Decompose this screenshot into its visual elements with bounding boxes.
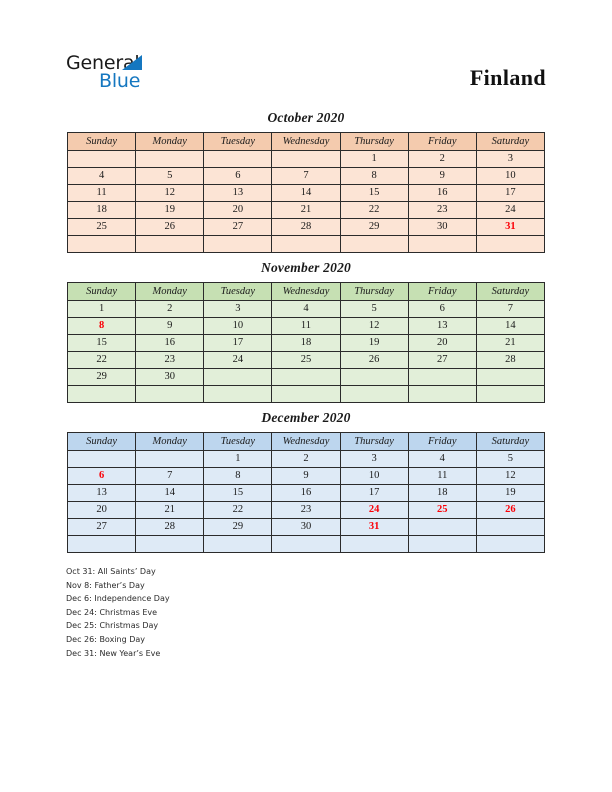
weekday-header-saturday: Saturday <box>476 283 544 301</box>
calendar-day-cell[interactable]: 13 <box>68 485 136 502</box>
calendar-cell-empty <box>340 236 408 253</box>
calendar-day-cell[interactable]: 17 <box>204 335 272 352</box>
calendar-day-cell[interactable]: 12 <box>340 318 408 335</box>
calendar-day-cell[interactable]: 8 <box>68 318 136 335</box>
calendar-day-cell[interactable]: 4 <box>68 168 136 185</box>
calendar-cell-empty <box>68 386 136 403</box>
calendar-day-cell[interactable]: 30 <box>408 219 476 236</box>
calendar-day-cell[interactable]: 24 <box>204 352 272 369</box>
calendar-week-row <box>68 519 545 536</box>
calendar-cell-empty <box>408 236 476 253</box>
calendar-day-cell[interactable]: 16 <box>272 485 340 502</box>
calendar-day-cell[interactable]: 28 <box>136 519 204 536</box>
calendar-week-row <box>68 202 545 219</box>
calendar-day-cell[interactable]: 16 <box>136 335 204 352</box>
calendar-day-cell[interactable]: 23 <box>272 502 340 519</box>
calendar-day-cell[interactable]: 3 <box>476 151 544 168</box>
calendar-week-row <box>68 485 545 502</box>
calendar-day-cell[interactable]: 18 <box>68 202 136 219</box>
calendar-cell-empty <box>204 386 272 403</box>
calendar-cell-empty <box>68 151 136 168</box>
calendar-day-cell[interactable]: 5 <box>136 168 204 185</box>
calendar-day-cell[interactable]: 20 <box>204 202 272 219</box>
calendar-day-cell[interactable]: 22 <box>204 502 272 519</box>
month-block-october <box>67 110 545 253</box>
calendar-day-cell[interactable]: 7 <box>136 468 204 485</box>
calendar-cell-empty <box>68 451 136 468</box>
calendar-day-cell[interactable]: 26 <box>476 502 544 519</box>
calendar-cell-empty <box>408 386 476 403</box>
calendar-day-cell[interactable]: 6 <box>408 301 476 318</box>
calendar-day-cell[interactable]: 21 <box>476 335 544 352</box>
calendar-day-cell[interactable]: 19 <box>476 485 544 502</box>
calendar-day-cell[interactable]: 27 <box>408 352 476 369</box>
calendar-cell-empty <box>340 386 408 403</box>
calendar-day-cell[interactable]: 14 <box>272 185 340 202</box>
month-title: December 2020 <box>261 410 351 425</box>
calendar-body <box>68 451 545 553</box>
calendar-week-row <box>68 369 545 386</box>
calendar-day-cell[interactable]: 29 <box>340 219 408 236</box>
calendar-cell-empty <box>204 236 272 253</box>
calendar-day-cell[interactable]: 28 <box>272 219 340 236</box>
weekday-header-row <box>68 133 545 151</box>
calendar-day-cell[interactable]: 10 <box>340 468 408 485</box>
calendar-cell-empty <box>476 536 544 553</box>
calendar-cell-empty <box>136 536 204 553</box>
page-header <box>0 0 612 105</box>
weekday-header-tuesday: Tuesday <box>204 133 272 151</box>
calendar-day-cell[interactable]: 20 <box>408 335 476 352</box>
calendar-day-cell[interactable]: 24 <box>340 502 408 519</box>
logo-primary-text: General <box>66 52 140 74</box>
calendar-day-cell[interactable]: 22 <box>340 202 408 219</box>
calendar-cell-empty <box>68 536 136 553</box>
calendar-cell-empty <box>476 386 544 403</box>
month-block-november <box>67 260 545 403</box>
calendar-cell-empty <box>476 369 544 386</box>
weekday-header-wednesday: Wednesday <box>272 133 340 151</box>
calendar-day-cell[interactable]: 27 <box>204 219 272 236</box>
logo-secondary-text: Blue <box>99 70 141 92</box>
calendar-week-row <box>68 236 545 253</box>
calendar-week-row <box>68 318 545 335</box>
calendar-day-cell[interactable]: 23 <box>408 202 476 219</box>
weekday-header-thursday: Thursday <box>340 283 408 301</box>
calendar-day-cell[interactable]: 1 <box>68 301 136 318</box>
calendar-day-cell[interactable]: 26 <box>340 352 408 369</box>
weekday-header-friday: Friday <box>408 283 476 301</box>
calendar-day-cell[interactable]: 17 <box>340 485 408 502</box>
calendar-day-cell[interactable]: 3 <box>204 301 272 318</box>
weekday-header-monday: Monday <box>136 133 204 151</box>
calendar-day-cell[interactable]: 18 <box>272 335 340 352</box>
calendar-day-cell[interactable]: 8 <box>340 168 408 185</box>
calendar-day-cell[interactable]: 21 <box>136 502 204 519</box>
weekday-header-row <box>68 283 545 301</box>
calendar-day-cell[interactable]: 28 <box>476 352 544 369</box>
calendar-day-cell[interactable]: 16 <box>408 185 476 202</box>
weekday-header-wednesday: Wednesday <box>272 283 340 301</box>
calendar-day-cell[interactable]: 27 <box>68 519 136 536</box>
calendar-week-row <box>68 451 545 468</box>
calendar-day-cell[interactable]: 19 <box>340 335 408 352</box>
calendar-day-cell[interactable]: 6 <box>68 468 136 485</box>
calendar-day-cell[interactable]: 23 <box>136 352 204 369</box>
calendar-day-cell[interactable]: 13 <box>408 318 476 335</box>
triangle-icon <box>122 55 142 70</box>
calendar-day-cell[interactable]: 13 <box>204 185 272 202</box>
weekday-header-saturday: Saturday <box>476 133 544 151</box>
calendar-day-cell[interactable]: 4 <box>408 451 476 468</box>
calendar-cell-empty <box>476 236 544 253</box>
calendar-cell-empty <box>340 536 408 553</box>
brand-logo <box>66 53 166 97</box>
calendar-body <box>68 301 545 403</box>
calendar-day-cell[interactable]: 31 <box>340 519 408 536</box>
calendar-cell-empty <box>136 236 204 253</box>
calendar-day-cell[interactable]: 14 <box>476 318 544 335</box>
calendar-day-cell[interactable]: 7 <box>476 301 544 318</box>
weekday-header-thursday: Thursday <box>340 133 408 151</box>
weekday-header-sunday: Sunday <box>68 433 136 451</box>
calendar-day-cell[interactable]: 24 <box>476 202 544 219</box>
calendar-day-cell[interactable]: 22 <box>68 352 136 369</box>
calendar-day-cell[interactable]: 12 <box>476 468 544 485</box>
calendar-day-cell[interactable]: 15 <box>204 485 272 502</box>
calendar-day-cell[interactable]: 29 <box>68 369 136 386</box>
calendar-day-cell[interactable]: 5 <box>476 451 544 468</box>
weekday-header-saturday: Saturday <box>476 433 544 451</box>
calendar-day-cell[interactable]: 26 <box>136 219 204 236</box>
month-title: November 2020 <box>261 260 351 275</box>
calendar-day-cell[interactable]: 10 <box>476 168 544 185</box>
calendar-cell-empty <box>272 386 340 403</box>
calendar-day-cell[interactable]: 9 <box>272 468 340 485</box>
calendar-day-cell[interactable]: 3 <box>340 451 408 468</box>
calendar-cell-empty <box>136 151 204 168</box>
calendar-day-cell[interactable]: 10 <box>204 318 272 335</box>
calendar-day-cell[interactable]: 17 <box>476 185 544 202</box>
calendar-week-row <box>68 151 545 168</box>
calendar-day-cell[interactable]: 11 <box>408 468 476 485</box>
calendar-day-cell[interactable]: 25 <box>272 352 340 369</box>
calendar-cell-empty <box>340 369 408 386</box>
calendar-week-row <box>68 502 545 519</box>
calendar-cell-empty <box>272 369 340 386</box>
calendar-cell-empty <box>272 536 340 553</box>
calendar-day-cell[interactable]: 15 <box>340 185 408 202</box>
calendar-cell-empty <box>408 369 476 386</box>
calendar-table <box>67 132 545 253</box>
calendar-week-row <box>68 536 545 553</box>
calendar-day-cell[interactable]: 11 <box>272 318 340 335</box>
calendar-day-cell[interactable]: 31 <box>476 219 544 236</box>
calendar-cell-empty <box>476 519 544 536</box>
calendar-day-cell[interactable]: 25 <box>408 502 476 519</box>
calendar-week-row <box>68 301 545 318</box>
calendar-day-cell[interactable]: 2 <box>272 451 340 468</box>
calendar-week-row <box>68 352 545 369</box>
calendar-cell-empty <box>68 236 136 253</box>
calendar-cell-empty <box>204 151 272 168</box>
calendar-day-cell[interactable]: 1 <box>340 151 408 168</box>
calendar-week-row <box>68 168 545 185</box>
calendar-week-row <box>68 219 545 236</box>
calendar-cell-empty <box>136 386 204 403</box>
calendar-day-cell[interactable]: 15 <box>68 335 136 352</box>
calendar-body <box>68 151 545 253</box>
calendar-day-cell[interactable]: 7 <box>272 168 340 185</box>
calendar-table <box>67 432 545 553</box>
month-title: October 2020 <box>267 110 345 125</box>
weekday-header-friday: Friday <box>408 433 476 451</box>
calendar-day-cell[interactable]: 14 <box>136 485 204 502</box>
calendar-day-cell[interactable]: 5 <box>340 301 408 318</box>
calendar-day-cell[interactable]: 1 <box>204 451 272 468</box>
calendar-day-cell[interactable]: 4 <box>272 301 340 318</box>
calendar-cell-empty <box>136 451 204 468</box>
calendar-cell-empty <box>272 236 340 253</box>
calendar-week-row <box>68 185 545 202</box>
calendar-day-cell[interactable]: 9 <box>136 318 204 335</box>
calendar-day-cell[interactable]: 30 <box>136 369 204 386</box>
holiday-legend-item: Dec 25: Christmas Day <box>66 621 159 631</box>
calendar-cell-empty <box>408 536 476 553</box>
calendar-day-cell[interactable]: 18 <box>408 485 476 502</box>
calendar-day-cell[interactable]: 19 <box>136 202 204 219</box>
calendar-day-cell[interactable]: 11 <box>68 185 136 202</box>
calendar-day-cell[interactable]: 30 <box>272 519 340 536</box>
holiday-legend <box>66 565 366 660</box>
month-block-december <box>67 410 545 553</box>
calendar-day-cell[interactable]: 2 <box>136 301 204 318</box>
weekday-header-monday: Monday <box>136 283 204 301</box>
calendar-day-cell[interactable]: 25 <box>68 219 136 236</box>
weekday-header-thursday: Thursday <box>340 433 408 451</box>
calendar-cell-empty <box>204 536 272 553</box>
holiday-legend-item: Dec 26: Boxing Day <box>66 634 146 644</box>
calendar-week-row <box>68 335 545 352</box>
calendar-week-row <box>68 386 545 403</box>
calendar-day-cell[interactable]: 2 <box>408 151 476 168</box>
holiday-legend-item: Dec 6: Independence Day <box>66 594 170 604</box>
weekday-header-wednesday: Wednesday <box>272 433 340 451</box>
weekday-header-friday: Friday <box>408 133 476 151</box>
calendar-day-cell[interactable]: 12 <box>136 185 204 202</box>
calendar-cell-empty <box>204 369 272 386</box>
calendar-table <box>67 282 545 403</box>
holiday-legend-item: Dec 31: New Year’s Eve <box>66 648 161 658</box>
weekday-header-tuesday: Tuesday <box>204 433 272 451</box>
calendar-cell-empty <box>408 519 476 536</box>
weekday-header-row <box>68 433 545 451</box>
calendar-week-row <box>68 468 545 485</box>
holiday-legend-item: Dec 24: Christmas Eve <box>66 607 158 617</box>
weekday-header-sunday: Sunday <box>68 133 136 151</box>
weekday-header-sunday: Sunday <box>68 283 136 301</box>
calendar-day-cell[interactable]: 20 <box>68 502 136 519</box>
calendar-day-cell[interactable]: 9 <box>408 168 476 185</box>
calendar-day-cell[interactable]: 29 <box>204 519 272 536</box>
calendar-day-cell[interactable]: 8 <box>204 468 272 485</box>
weekday-header-monday: Monday <box>136 433 204 451</box>
calendar-day-cell[interactable]: 6 <box>204 168 272 185</box>
calendar-cell-empty <box>272 151 340 168</box>
holiday-legend-item: Nov 8: Father’s Day <box>66 580 145 590</box>
holiday-legend-item: Oct 31: All Saints’ Day <box>66 567 156 576</box>
page-title: Finland <box>469 65 546 90</box>
weekday-header-tuesday: Tuesday <box>204 283 272 301</box>
calendar-day-cell[interactable]: 21 <box>272 202 340 219</box>
